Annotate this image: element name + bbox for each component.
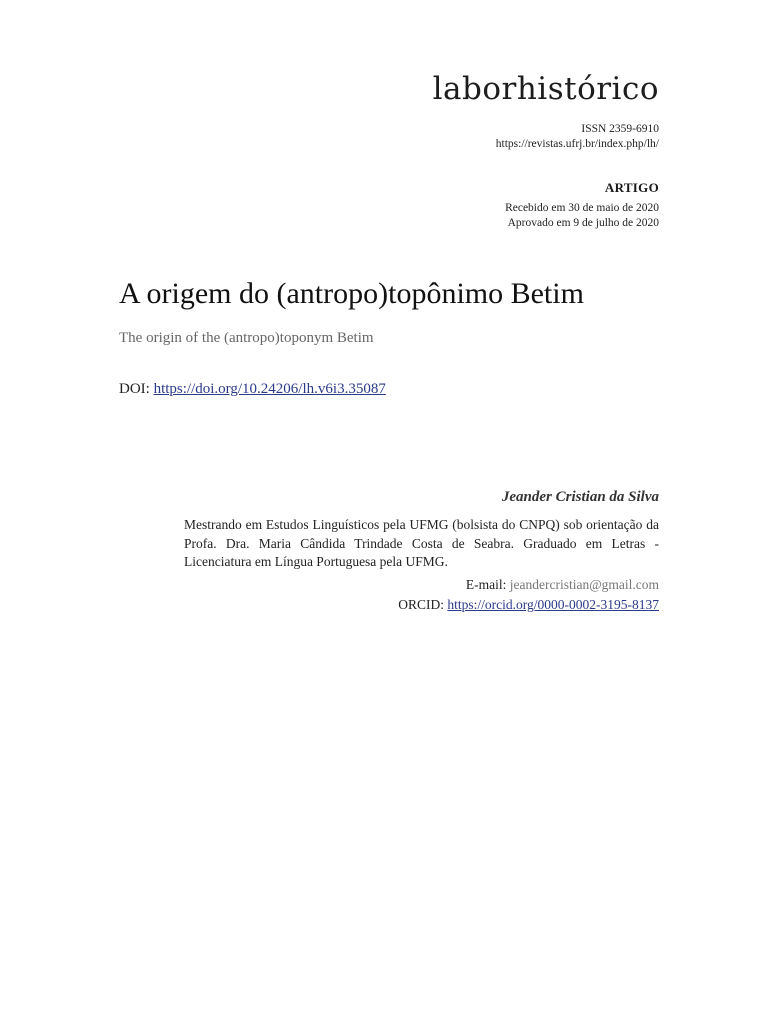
email-line [466, 577, 659, 593]
doi-label: DOI: [119, 381, 150, 397]
email-value[interactable]: jeandercristian@gmail.com [509, 577, 659, 592]
author-bio: Mestrando em Estudos Linguísticos pela UFMG (bolsista do CNPQ) sob orientação da Profa. Dra. Maria Cândida Trindade Costa de Seabra. Graduado em Letras - Licenciatura em Língua Portuguesa pela UFMG. [184, 517, 659, 569]
doi-link[interactable]: https://doi.org/10.24206/lh.v6i3.35087 [153, 381, 386, 397]
article-type: ARTIGO [604, 180, 659, 195]
issn: ISSN 2359-6910 [581, 123, 659, 135]
orcid-label: ORCID: [398, 597, 444, 612]
journal-url: https://revistas.ufrj.br/index.php/lh/ [495, 137, 659, 150]
received-date: Recebido em 30 de maio de 2020 [505, 202, 659, 214]
approved-date: Aprovado em 9 de julho de 2020 [507, 216, 659, 229]
article-dates [505, 201, 659, 230]
journal-logo: laborhistórico [432, 71, 659, 107]
article-subtitle: The origin of the (antropo)toponym Betim [119, 330, 374, 346]
orcid-line [398, 597, 659, 613]
journal-info [496, 122, 659, 151]
orcid-link[interactable]: https://orcid.org/0000-0002-3195-8137 [447, 597, 659, 612]
email-label: E-mail: [465, 577, 507, 592]
author-name: Jeander Cristian da Silva [501, 489, 659, 505]
article-title: A origem do (antropo)topônimo Betim [119, 277, 584, 310]
doi-line [119, 381, 386, 398]
